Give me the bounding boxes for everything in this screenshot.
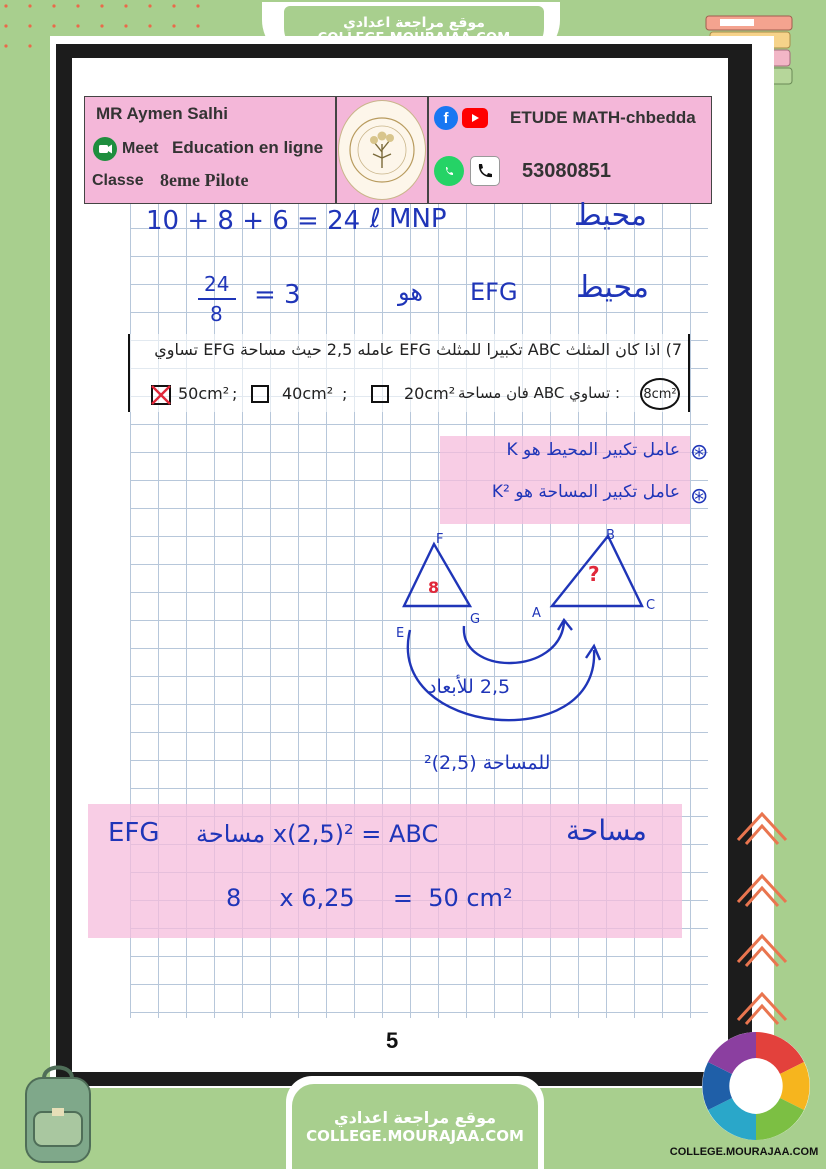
fact-area: عامل تكبير المساحة هو K² [491,482,680,502]
label-e: E [396,626,405,641]
option-a: 50cm² [178,384,230,403]
chevron-up-icon [734,800,790,856]
label-c: C [646,598,656,613]
question-7-text: 7) اذا كان المثلث ABC تكبيرا للمثلث EFG عامله 2,5 حيث مساحة EFG تساوي [154,340,682,359]
small-triangle-value: 8 [428,578,440,597]
option-b: 40cm² [282,384,334,403]
footer-banner[interactable] [292,1084,538,1169]
footer-url[interactable]: COLLEGE.MOURAJAA.COM [306,1127,524,1145]
phone-number: 53080851 [522,160,611,182]
school-seal [338,100,426,200]
fact-perimeter: عامل تكبير المحيط هو K [506,440,680,460]
chevron-up-icon [734,862,790,918]
checkbox-b[interactable] [250,384,270,404]
header-divider-left [335,97,337,203]
option-sep-2: ; [342,384,348,403]
label-g: G [470,612,481,627]
calc-line-2: 8 x 6,25 = 50 cm² [226,884,513,912]
meet-label: Meet [122,140,159,157]
option-sep-1: ; [232,384,238,403]
seal-icon [347,110,417,190]
fraction-numerator: 24 [204,272,230,296]
arrow-dimensions [464,622,564,663]
checkbox-checked[interactable] [150,384,172,406]
facebook-icon[interactable]: f [434,106,458,130]
option-c: 20cm² [404,384,456,403]
calc-line-1: مساحة x(2,5)² = ABC [196,820,439,848]
perimeter-label-2: محيط [576,270,649,305]
backpack-icon [8,1058,108,1166]
class-value: 8eme Pilote [160,170,249,190]
arrow-area-label: للمساحة (2,5)² [424,752,551,774]
bullet-star-2: ⊛ [690,484,709,509]
perimeter-sum: 10 + 8 + 6 = 24 [146,206,361,236]
perimeter-label-1: محيط [574,198,647,233]
fraction-bar [198,298,236,300]
top-banner-arabic: موقع مراجعة اعدادي [343,15,485,32]
calc-efg: EFG [108,818,160,848]
footer-arabic: موقع مراجعة اعدادي [333,1108,497,1127]
phone-icon[interactable] [470,156,500,186]
answer-circle [640,378,680,410]
meet-text: Education en ligne [172,138,324,157]
bullet-star-1: ⊛ [690,440,709,465]
chevron-up-icon [734,922,790,978]
fraction-denominator: 8 [210,302,223,326]
site-logo-text: COLLEGE.MOURAJAA.COM [669,1146,819,1158]
answer-circle-text: 8cm² [643,386,677,402]
whatsapp-icon[interactable] [434,156,464,186]
page-number: 5 [386,1028,399,1053]
class-label: Classe [92,172,144,189]
site-logo[interactable] [694,1024,818,1148]
meet-icon [92,136,118,162]
big-triangle-value: ? [588,562,600,586]
label-a: A [532,606,541,621]
arrow-dimensions-label: 2,5 للأبعاد [428,676,511,698]
teacher-name: MR Aymen Salhi [96,104,228,123]
label-f: F [436,532,444,547]
calc-area-label: مساحة [566,814,647,847]
youtube-icon[interactable] [462,108,488,128]
checkbox-c[interactable] [370,384,390,404]
triangles-diagram [390,526,670,786]
triangle-efg: EFG [470,278,518,306]
fraction-result: = 3 [254,280,301,310]
is-word: هو [398,278,424,306]
channel-name: ETUDE MATH-chbedda [510,108,696,127]
perimeter-mnp: ℓ MNP [370,204,447,234]
label-b: B [606,528,615,543]
header-divider-right [427,97,429,203]
question-7-rest: : تساوي ABC فان مساحة [458,384,621,402]
